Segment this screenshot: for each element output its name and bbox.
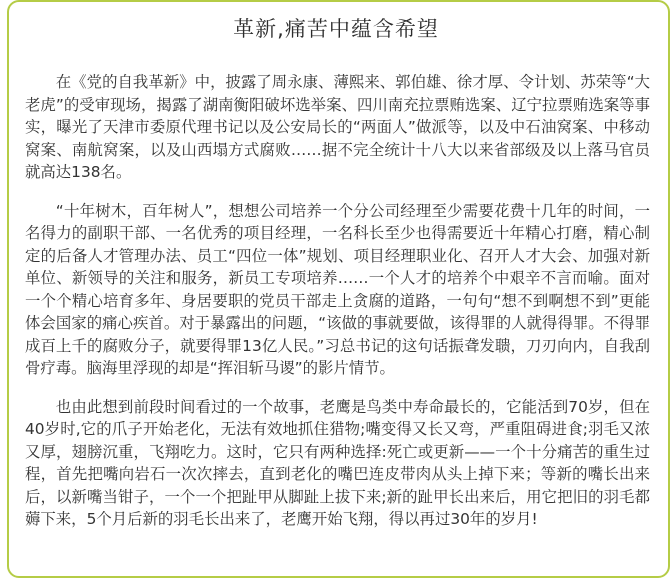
article-body bbox=[25, 71, 650, 531]
paragraph-1: 在《党的自我革新》中，披露了周永康、薄熙来、郭伯雄、徐才厚、令计划、苏荣等“大老虎”的受审现场，揭露了湖南衡阳破坏选举案、四川南充拉票贿选案、辽宁拉票贿选案等事实，曝光了天津市委原代理书记以及公安局长的“两面人”做派等，以及中石油窝案、中移动窝案、南航窝案，以及山西塌方式腐败……据不完全统计十八大以来省部级及以上落马官员就高达138名。 bbox=[25, 73, 650, 181]
paragraph-3: 也由此想到前段时间看过的一个故事，老鹰是鸟类中寿命最长的，它能活到70岁，但在40岁时,它的爪子开始老化，无法有效地抓住猎物;嘴变得又长又弯，严重阻碍进食;羽毛又浓又厚，翅膀沉重，飞翔吃力。这时，它只有两种选择:死亡或更新——一个十分痛苦的重生过程，首先把嘴向岩石一次次摔去，直到老化的嘴巴连皮带肉从头上掉下来；等新的嘴长出来后，以新嘴当钳子，一个一个把趾甲从脚趾上拔下来;新的趾甲长出来后，用它把旧的羽毛都薅下来，5个月后新的羽毛长出来了，老鹰开始飞翔，得以再过30年的岁月! bbox=[25, 397, 650, 528]
article-title: 革新,痛苦中蕴含希望 bbox=[233, 17, 439, 41]
paragraph-2: “十年树木，百年树人”，想想公司培养一个分公司经理至少需要花费十几年的时间，一名得力的副职干部、一名优秀的项目经理，一名科长至少也得需要近十年精心打磨，精心制定的后备人才管理办法、员工“四位一体”规划、项目经理职业化、召开人才大会、加强对新单位、新领导的关注和服务，新员工专项培养……一个人才的培养个中艰辛不言而喻。面对一个个精心培育多年、身居要职的党员干部走上贪腐的道路，一句句“想不到啊想不到”更能体会国家的痛心疾首。对于暴露出的问题，“该做的事就要做，该得罪的人就得得罪。不得罪成百上千的腐败分子，就要得罪13亿人民。”习总书记的这句话振聋发聩，刀刃向内，自我刮骨疗毒。脑海里浮现的却是“挥泪斩马谡”的影片情节。 bbox=[25, 201, 650, 377]
